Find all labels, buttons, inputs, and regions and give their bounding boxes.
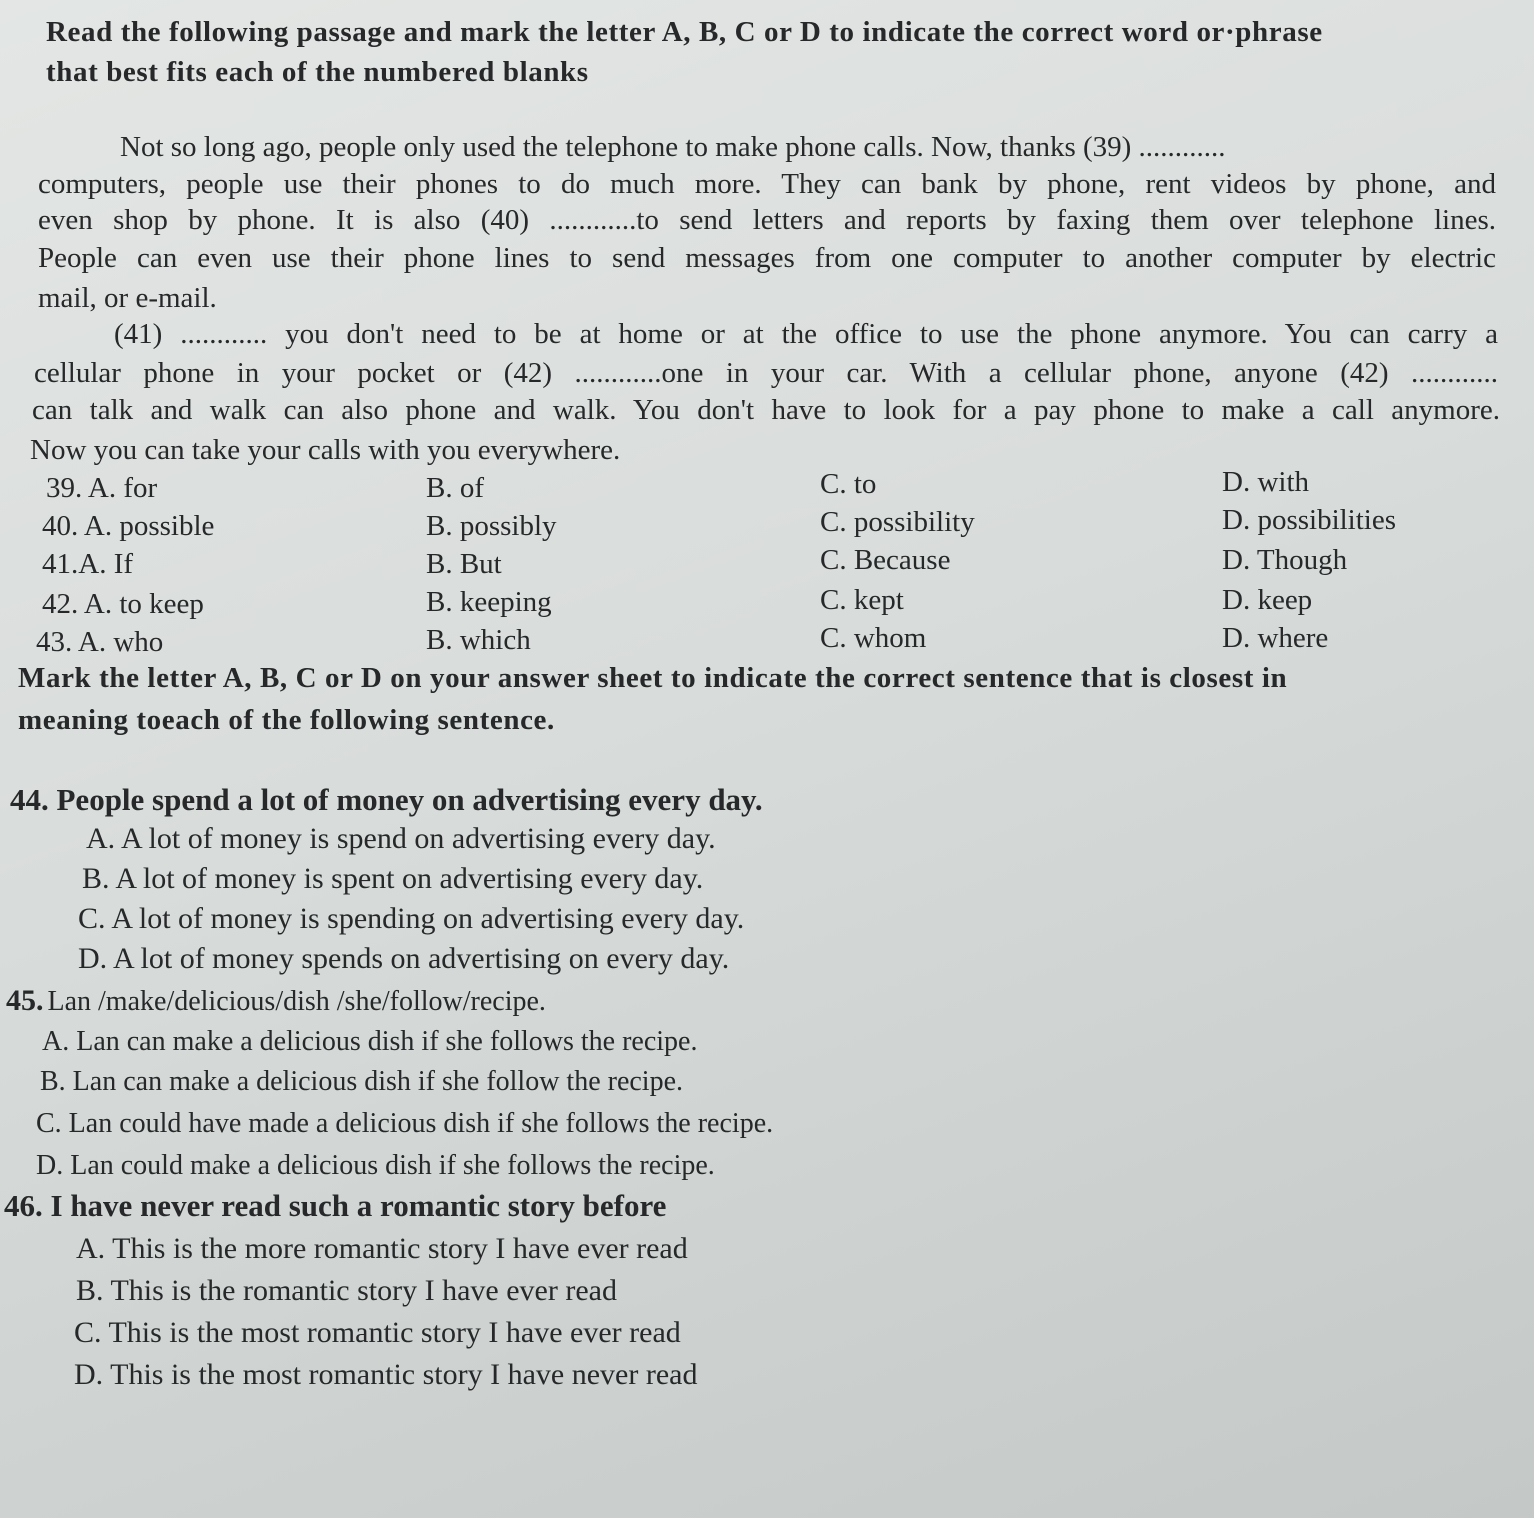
- q43-option-d[interactable]: D. where: [1222, 622, 1329, 654]
- q45-option-d[interactable]: D. Lan could make a delicious dish if she follows the recipe.: [36, 1150, 715, 1181]
- q44-option-b[interactable]: B. A lot of money is spent on advertising every day.: [82, 862, 704, 895]
- q40-option-c[interactable]: C. possibility: [820, 506, 975, 538]
- q41-number: 41.: [42, 548, 79, 580]
- section2-instruction-line2: meaning toeach of the following sentence.: [18, 704, 555, 736]
- q44-option-a[interactable]: A. A lot of money is spend on advertising every day.: [86, 822, 716, 855]
- q39-option-d[interactable]: D. with: [1222, 466, 1309, 498]
- passage-line-8: can talk and walk can also phone and walk. You don't have to look for a pay phone to make a call anymore.: [32, 394, 1500, 426]
- passage-line-7: cellular phone in your pocket or (42) ............one in your car. With a cellular phone, anyone (42) ............: [34, 357, 1498, 389]
- passage-line-2: computers, people use their phones to do much more. They can bank by phone, rent videos by phone, and: [38, 168, 1496, 200]
- section2-instruction-line1: Mark the letter A, B, C or D on your answer sheet to indicate the correct sentence that is closest in: [18, 662, 1288, 694]
- q39-number: 39.: [46, 472, 83, 504]
- q45-option-a[interactable]: A. Lan can make a delicious dish if she follows the recipe.: [42, 1026, 698, 1057]
- passage-line-4: People can even use their phone lines to send messages from one computer to another computer by electric: [38, 242, 1496, 274]
- q42-option-b[interactable]: B. keeping: [426, 586, 552, 618]
- q39-option-c[interactable]: C. to: [820, 468, 877, 500]
- q40-option-b[interactable]: B. possibly: [426, 510, 557, 542]
- q44-option-c[interactable]: C. A lot of money is spending on advertising every day.: [78, 902, 745, 935]
- q43-number: 43.: [36, 626, 73, 658]
- q42-option-a[interactable]: A. to keep: [83, 588, 204, 620]
- q44-prompt: 44. People spend a lot of money on advertising every day.: [10, 782, 763, 817]
- passage-line-5: mail, or e-mail.: [38, 282, 217, 314]
- q45-option-b[interactable]: B. Lan can make a delicious dish if she follow the recipe.: [40, 1066, 684, 1097]
- q43-label: [36, 626, 163, 659]
- q45-prompt: Lan /make/delicious/dish /she/follow/recipe.: [47, 986, 546, 1017]
- q40-label: [42, 510, 214, 543]
- q44-option-d[interactable]: D. A lot of money spends on advertising on every day.: [78, 942, 730, 975]
- q43-option-b[interactable]: B. which: [426, 624, 531, 656]
- q39-option-a[interactable]: A. for: [87, 472, 158, 504]
- q45-number: 45.: [6, 984, 44, 1017]
- q46-option-d[interactable]: D. This is the most romantic story I have never read: [74, 1358, 698, 1391]
- q43-option-c[interactable]: C. whom: [820, 622, 927, 654]
- passage-line-3: even shop by phone. It is also (40) ............to send letters and reports by faxing them over telephone lines.: [38, 204, 1496, 236]
- q46-option-a[interactable]: A. This is the more romantic story I have ever read: [76, 1232, 688, 1265]
- q45-prompt-line: [6, 984, 546, 1018]
- q41-option-b[interactable]: B. But: [426, 548, 502, 580]
- q43-option-a[interactable]: A. who: [77, 626, 164, 658]
- q42-label: [42, 588, 204, 621]
- q40-number: 40.: [42, 510, 79, 542]
- q41-option-d[interactable]: D. Though: [1222, 544, 1348, 576]
- q39-option-b[interactable]: B. of: [426, 472, 484, 504]
- q41-option-c[interactable]: C. Because: [820, 544, 951, 576]
- passage-line-6: (41) ............ you don't need to be at home or at the office to use the phone anymore. You can carry a: [114, 318, 1498, 350]
- q46-option-c[interactable]: C. This is the most romantic story I have ever read: [74, 1316, 681, 1349]
- passage-line-9: Now you can take your calls with you everywhere.: [30, 434, 621, 466]
- passage-line-1: Not so long ago, people only used the telephone to make phone calls. Now, thanks (39) ............: [120, 131, 1226, 163]
- q41-option-a[interactable]: A. If: [78, 548, 134, 580]
- q46-option-b[interactable]: B. This is the romantic story I have ever read: [76, 1274, 617, 1307]
- q42-option-d[interactable]: D. keep: [1222, 584, 1313, 616]
- q40-option-a[interactable]: A. possible: [83, 510, 215, 542]
- section1-instruction-line1: Read the following passage and mark the letter A, B, C or D to indicate the correct word or·phrase: [46, 16, 1323, 48]
- q46-prompt: 46. I have never read such a romantic story before: [4, 1188, 667, 1223]
- q42-option-c[interactable]: C. kept: [820, 584, 904, 616]
- q39-label: [46, 472, 157, 505]
- section1-instruction-line2: that best fits each of the numbered blanks: [46, 56, 589, 88]
- q41-label: [42, 548, 133, 581]
- q40-option-d[interactable]: D. possibilities: [1222, 504, 1397, 536]
- q42-number: 42.: [42, 588, 79, 620]
- q45-option-c[interactable]: C. Lan could have made a delicious dish if she follows the recipe.: [36, 1108, 774, 1139]
